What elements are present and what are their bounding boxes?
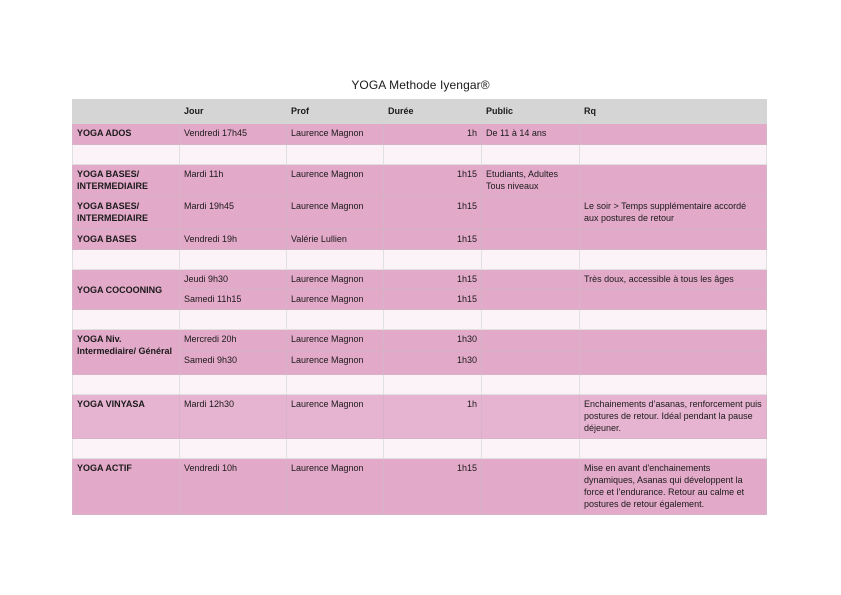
course-name: YOGA VINYASA <box>73 395 180 439</box>
course-note: Mise en avant d'enchainements dynamiques, Asanas qui développent la force et l’endurance. Retour au calme et postures de retour également. <box>580 459 767 515</box>
course-teacher: Laurence Magnon <box>287 165 384 197</box>
course-public <box>482 230 580 250</box>
course-note <box>580 351 767 375</box>
course-teacher: Laurence Magnon <box>287 290 384 310</box>
course-name: YOGA Niv. Intermediaire/ Général <box>73 330 180 375</box>
course-duration: 1h15 <box>384 459 482 515</box>
course-duration: 1h15 <box>384 197 482 230</box>
course-public: De 11 à 14 ans <box>482 124 580 145</box>
course-duration: 1h15 <box>384 165 482 197</box>
course-day: Jeudi 9h30 <box>180 270 287 290</box>
course-teacher: Laurence Magnon <box>287 395 384 439</box>
course-public <box>482 270 580 290</box>
spacer-row <box>73 375 767 395</box>
table-row <box>73 197 767 230</box>
header-row <box>73 100 767 124</box>
course-name: YOGA BASES <box>73 230 180 250</box>
course-day: Vendredi 19h <box>180 230 287 250</box>
course-public <box>482 330 580 351</box>
course-duration: 1h30 <box>384 351 482 375</box>
header-public: Public <box>482 100 580 124</box>
course-note <box>580 165 767 197</box>
table-row <box>73 330 767 351</box>
course-public <box>482 395 580 439</box>
course-public <box>482 351 580 375</box>
table-row <box>73 230 767 250</box>
course-day: Mardi 11h <box>180 165 287 197</box>
schedule-table <box>72 99 767 515</box>
course-public <box>482 197 580 230</box>
course-teacher: Laurence Magnon <box>287 351 384 375</box>
course-day: Vendredi 10h <box>180 459 287 515</box>
course-name: YOGA BASES/ INTERMEDIAIRE <box>73 197 180 230</box>
header-rq: Rq <box>580 100 767 124</box>
course-teacher: Laurence Magnon <box>287 124 384 145</box>
course-duration: 1h15 <box>384 270 482 290</box>
course-note: Enchainements d’asanas, renforcement puis postures de retour. Idéal pendant la pause déjeuner. <box>580 395 767 439</box>
spacer-row <box>73 439 767 459</box>
course-duration: 1h15 <box>384 290 482 310</box>
course-note: Le soir > Temps supplémentaire accordé aux postures de retour <box>580 197 767 230</box>
course-public <box>482 459 580 515</box>
header-duree: Durée <box>384 100 482 124</box>
course-duration: 1h15 <box>384 230 482 250</box>
course-day: Vendredi 17h45 <box>180 124 287 145</box>
course-day: Mercredi 20h <box>180 330 287 351</box>
course-public: Etudiants, Adultes Tous niveaux <box>482 165 580 197</box>
header-jour: Jour <box>180 100 287 124</box>
table-row <box>73 395 767 439</box>
header-prof: Prof <box>287 100 384 124</box>
table-row <box>73 270 767 290</box>
spacer-row <box>73 145 767 165</box>
course-name: YOGA ACTIF <box>73 459 180 515</box>
course-day: Samedi 9h30 <box>180 351 287 375</box>
course-teacher: Laurence Magnon <box>287 197 384 230</box>
table-row <box>73 124 767 145</box>
course-teacher: Laurence Magnon <box>287 330 384 351</box>
course-day: Mardi 19h45 <box>180 197 287 230</box>
course-note <box>580 230 767 250</box>
course-name: YOGA ADOS <box>73 124 180 145</box>
course-public <box>482 290 580 310</box>
page-title: YOGA Methode Iyengar® <box>351 78 490 92</box>
course-name: YOGA BASES/ INTERMEDIAIRE <box>73 165 180 197</box>
course-day: Mardi 12h30 <box>180 395 287 439</box>
course-duration: 1h <box>384 124 482 145</box>
course-note <box>580 290 767 310</box>
spacer-row <box>73 250 767 270</box>
header-course <box>73 100 180 124</box>
table-row <box>73 165 767 197</box>
course-note: Très doux, accessible à tous les âges <box>580 270 767 290</box>
course-teacher: Laurence Magnon <box>287 270 384 290</box>
course-note <box>580 124 767 145</box>
table-row <box>73 459 767 515</box>
course-teacher: Laurence Magnon <box>287 459 384 515</box>
course-day: Samedi 11h15 <box>180 290 287 310</box>
course-duration: 1h30 <box>384 330 482 351</box>
course-teacher: Valérie Lullien <box>287 230 384 250</box>
course-name: YOGA COCOONING <box>73 270 180 310</box>
course-note <box>580 330 767 351</box>
course-duration: 1h <box>384 395 482 439</box>
spacer-row <box>73 310 767 330</box>
